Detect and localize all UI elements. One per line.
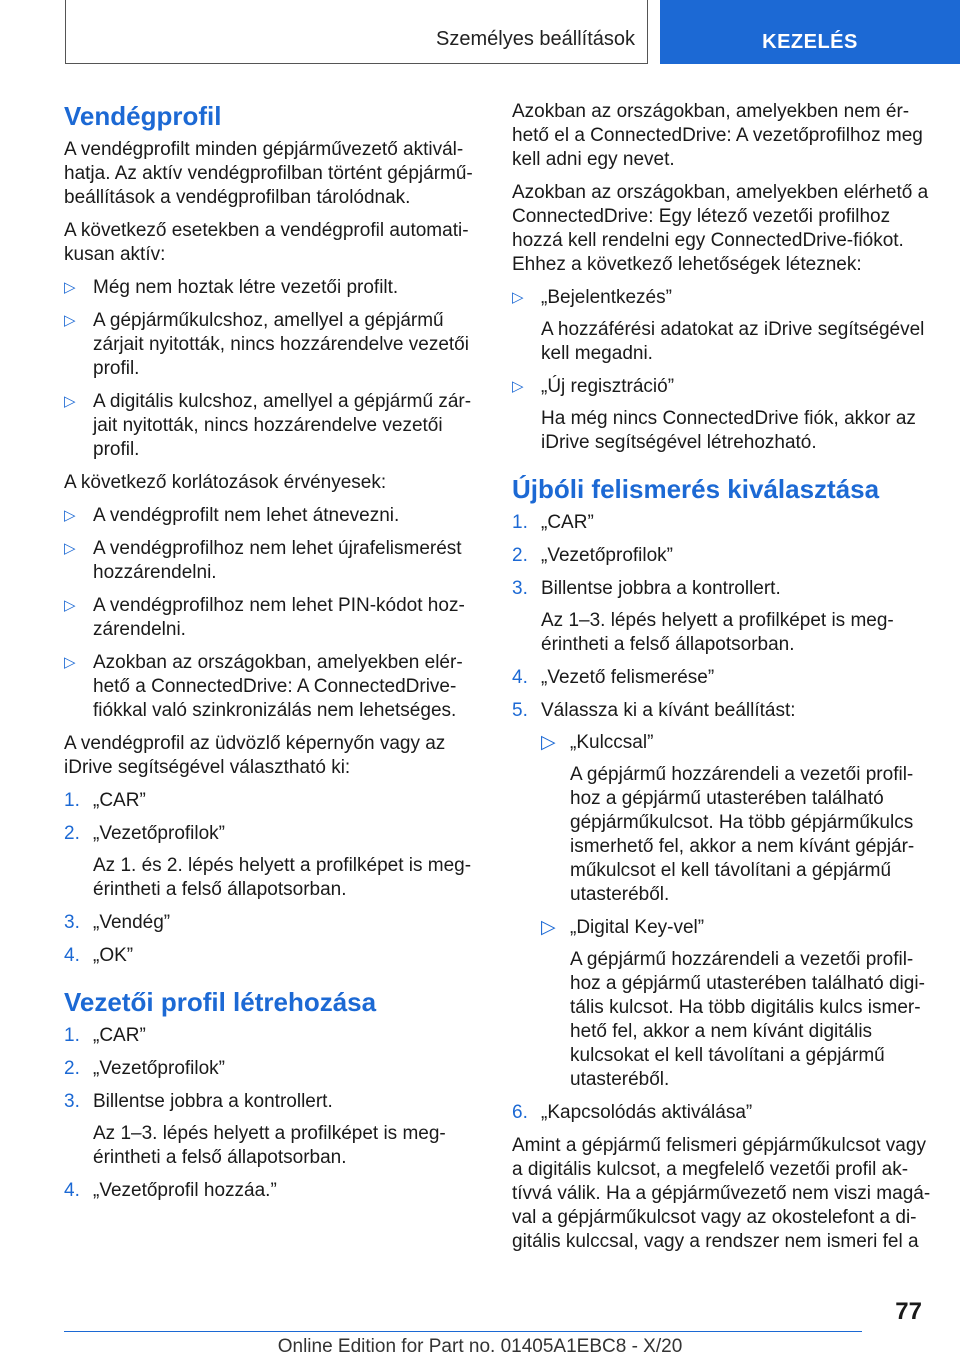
option-list bbox=[512, 286, 932, 455]
step-item: 5. Válassza ki a kívánt beállítást: ▷ „Kulccsal” A gépjármű hozzárendeli a vezetői profil-hoz a gépjármű utasterében található gépjárműkulcsot. Ha több gépjárműkulcs ismerhető fel, akkor a nem kívánt gépjár-műkulcsot el kell távolítani a gépjármű utasteréből. ▷ „Digital Key-vel” A gépjármű hozzárendeli a vezetői profil-hoz a gépjármű utasterében található digi-tális kulcsot. Ha több digitális kulcs ismer-hető fel, akkor a nem kívánt digitális kulcsokat el kell távolítani a gépjármű utasteréből. bbox=[512, 699, 932, 1092]
triangle-bullet-icon: ▷ bbox=[512, 289, 524, 306]
option-note: A gépjármű hozzárendeli a vezetői profil-hoz a gépjármű utasterében található gépjárműkulcsot. Ha több gépjárműkulcs ismerhető fel, akkor a nem kívánt gépjár-műkulcsot el kell távolítani a gépjármű utasteréből. bbox=[570, 764, 915, 905]
nested-option-list bbox=[541, 731, 932, 1092]
step-item: 3. „Vendég” bbox=[64, 912, 171, 933]
step-number: 2. bbox=[64, 823, 80, 844]
bullet-list bbox=[64, 276, 480, 462]
step-number: 3. bbox=[512, 578, 528, 599]
paragraph: A következő esetekben a vendégprofil automati-kusan aktív: bbox=[64, 220, 469, 265]
step-item: 4. „Vezető felismerése” bbox=[512, 667, 715, 688]
list-item: ▷ Azokban az országokban, amelyekben elér-hető a ConnectedDrive: A ConnectedDrive-fiókkal való szinkronizálás nem lehetséges. bbox=[64, 652, 463, 721]
step-note: Az 1. és 2. lépés helyett a profilképet is meg-érintheti a felső állapotsorban. bbox=[93, 855, 472, 900]
page-number: 77 bbox=[895, 1298, 922, 1325]
list-item: ▷ A digitális kulcshoz, amellyel a gépjármű zár-jait nyitották, nincs hozzárendelve vezetői profil. bbox=[64, 391, 472, 460]
step-number: 3. bbox=[64, 912, 80, 933]
paragraph: A vendégprofil az üdvözlő képernyőn vagy az iDrive segítségével választható ki: bbox=[64, 733, 446, 778]
step-item: 4. „OK” bbox=[64, 945, 134, 966]
heading-create-driver-profile: Vezetői profil létrehozása bbox=[64, 987, 377, 1017]
list-item: ▷ A vendégprofilhoz nem lehet PIN-kódot hoz-zárendelni. bbox=[64, 595, 465, 640]
right-column bbox=[512, 100, 932, 1263]
paragraph: Azokban az országokban, amelyekben elérhető a ConnectedDrive: Egy létező vezetői profilhoz hozzá kell rendelni egy ConnectedDrive-fiókot. Ehhez a következő lehetőségek léteznek: bbox=[512, 182, 929, 275]
step-item: 3. Billentse jobbra a kontrollert. Az 1–3. lépés helyett a profilképet is meg-érintheti a felső állapotsorban. bbox=[64, 1090, 480, 1170]
list-item: ▷ A vendégprofilt nem lehet átnevezni. bbox=[64, 505, 400, 526]
list-item: ▷ „Digital Key-vel” A gépjármű hozzárendeli a vezetői profil-hoz a gépjármű utasterében található digi-tális kulcsot. Ha több digitális kulcs ismer-hető fel, akkor a nem kívánt digitális kulcsokat el kell távolítani a gépjármű utasteréből. bbox=[541, 916, 932, 1092]
paragraph: A következő korlátozások érvényesek: bbox=[64, 472, 387, 493]
triangle-bullet-icon: ▷ bbox=[541, 917, 556, 938]
step-number: 4. bbox=[64, 1180, 80, 1201]
triangle-bullet-icon: ▷ bbox=[64, 597, 76, 614]
list-item: ▷ „Kulccsal” A gépjármű hozzárendeli a vezetői profil-hoz a gépjármű utasterében található gépjárműkulcsot. Ha több gépjárműkulcs ismerhető fel, akkor a nem kívánt gépjár-műkulcsot el kell távolítani a gépjármű utasteréből. bbox=[541, 731, 932, 907]
step-item: 1. „CAR” bbox=[64, 1025, 146, 1046]
page-header bbox=[0, 0, 960, 66]
triangle-bullet-icon: ▷ bbox=[512, 378, 524, 395]
step-number: 1. bbox=[512, 512, 528, 533]
option-note: A gépjármű hozzárendeli a vezetői profil-hoz a gépjármű utasterében található digi-tális kulcsot. Ha több digitális kulcs ismer-hető fel, akkor a nem kívánt digitális kulcsokat el kell távolítani a gépjármű utasteréből. bbox=[570, 949, 925, 1090]
step-note: Az 1–3. lépés helyett a profilképet is meg-érintheti a felső állapotsorban. bbox=[541, 610, 894, 655]
chapter-tab: KEZELÉS bbox=[660, 0, 960, 64]
step-item: 2. „Vezetőprofilok” Az 1. és 2. lépés helyett a profilképet is meg-érintheti a felső állapotsorban. bbox=[64, 822, 480, 902]
left-column bbox=[64, 100, 480, 1212]
step-note: Az 1–3. lépés helyett a profilképet is meg-érintheti a felső állapotsorban. bbox=[93, 1123, 446, 1168]
triangle-bullet-icon: ▷ bbox=[64, 654, 76, 671]
step-number: 1. bbox=[64, 790, 80, 811]
step-list bbox=[64, 1024, 480, 1203]
step-number: 5. bbox=[512, 700, 528, 721]
step-number: 1. bbox=[64, 1025, 80, 1046]
list-item: ▷ „Bejelentkezés” A hozzáférési adatokat az iDrive segítségével kell megadni. bbox=[512, 286, 932, 366]
footer-divider bbox=[64, 1331, 862, 1332]
paragraph: Azokban az országokban, amelyekben nem ér-hető el a ConnectedDrive: A vezetőprofilhoz meg kell adni egy nevet. bbox=[512, 101, 923, 170]
step-number: 4. bbox=[512, 667, 528, 688]
step-item: 4. „Vezetőprofil hozzáa.” bbox=[64, 1180, 277, 1201]
triangle-bullet-icon: ▷ bbox=[64, 540, 76, 557]
bullet-list bbox=[64, 504, 480, 723]
list-item: ▷ „Új regisztráció” Ha még nincs ConnectedDrive fiók, akkor az iDrive segítségével létrehozható. bbox=[512, 375, 932, 455]
step-list bbox=[64, 789, 480, 968]
list-item: ▷ A vendégprofilhoz nem lehet újrafelismerést hozzárendelni. bbox=[64, 538, 462, 583]
option-note: Ha még nincs ConnectedDrive fiók, akkor az iDrive segítségével létrehozható. bbox=[541, 408, 916, 453]
triangle-bullet-icon: ▷ bbox=[541, 732, 556, 753]
list-item: ▷ Még nem hoztak létre vezetői profilt. bbox=[64, 277, 399, 298]
footer-edition: Online Edition for Part no. 01405A1EBC8 - X/20 bbox=[277, 1336, 683, 1357]
step-item: 2. „Vezetőprofilok” bbox=[512, 545, 674, 566]
triangle-bullet-icon: ▷ bbox=[64, 507, 76, 524]
step-number: 4. bbox=[64, 945, 80, 966]
paragraph: A vendégprofilt minden gépjárművezető aktivál-hatja. Az aktív vendégprofilban történt gépjármű-beállítások a vendégprofilban tárolódnak. bbox=[64, 139, 473, 208]
triangle-bullet-icon: ▷ bbox=[64, 312, 76, 329]
triangle-bullet-icon: ▷ bbox=[64, 279, 76, 296]
step-item: 1. „CAR” bbox=[64, 790, 146, 811]
step-number: 2. bbox=[64, 1058, 80, 1079]
step-item: 6. „Kapcsolódás aktiválása” bbox=[512, 1102, 753, 1123]
section-title-box bbox=[65, 0, 648, 64]
step-number: 3. bbox=[64, 1091, 80, 1112]
list-item: ▷ A gépjárműkulcshoz, amellyel a gépjármű zárjait nyitották, nincs hozzárendelve vezetői profil. bbox=[64, 310, 469, 379]
heading-guest-profile: Vendégprofil bbox=[64, 101, 222, 131]
section-title: Személyes beállítások bbox=[436, 28, 635, 50]
step-number: 6. bbox=[512, 1102, 528, 1123]
step-list bbox=[512, 511, 932, 1125]
paragraph: Amint a gépjármű felismeri gépjárműkulcsot vagy a digitális kulcsot, a megfelelő vezetői profil ak-tívvá válik. Ha a gépjárművezető nem viszi magá-val a gépjárműkulcsot vagy az okostelefont a di-gitális kulccsal, vagy a rendszer nem ismeri fel a bbox=[512, 1135, 931, 1252]
step-number: 2. bbox=[512, 545, 528, 566]
heading-recognition: Újbóli felismerés kiválasztása bbox=[512, 474, 880, 504]
triangle-bullet-icon: ▷ bbox=[64, 393, 76, 410]
step-item: 1. „CAR” bbox=[512, 512, 594, 533]
option-note: A hozzáférési adatokat az iDrive segítségével kell megadni. bbox=[541, 319, 925, 364]
step-item: 2. „Vezetőprofilok” bbox=[64, 1058, 226, 1079]
step-item: 3. Billentse jobbra a kontrollert. Az 1–3. lépés helyett a profilképet is meg-érintheti a felső állapotsorban. bbox=[512, 577, 932, 657]
